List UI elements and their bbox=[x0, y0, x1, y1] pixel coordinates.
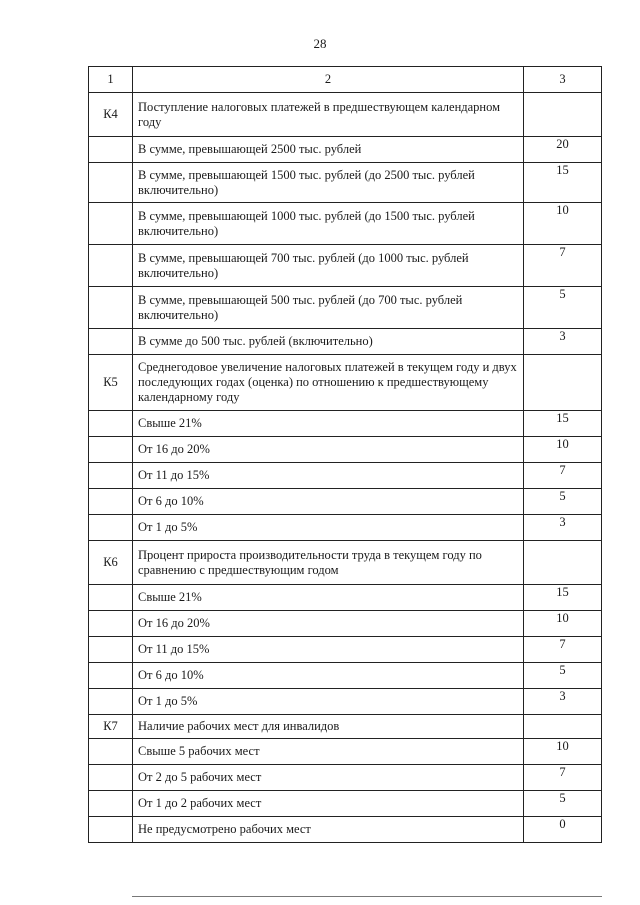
table-row bbox=[89, 585, 602, 611]
cell-description: В сумме, превышающей 1500 тыс. рублей (до 2500 тыс. рублей включительно) bbox=[133, 163, 524, 203]
cell-description: От 11 до 15% bbox=[133, 637, 524, 663]
header-cell-description: 2 bbox=[133, 67, 524, 93]
cell-score: 3 bbox=[524, 689, 602, 715]
cell-score bbox=[524, 541, 602, 585]
cell-code bbox=[89, 585, 133, 611]
cell-description: Среднегодовое увеличение налоговых платежей в текущем году и двух последующих годах (оценка) по отношению к предшествующему календарному году bbox=[133, 355, 524, 411]
table-row bbox=[89, 489, 602, 515]
cell-description: В сумме, превышающей 500 тыс. рублей (до 700 тыс. рублей включительно) bbox=[133, 287, 524, 329]
cell-score: 0 bbox=[524, 817, 602, 843]
cell-code bbox=[89, 765, 133, 791]
cell-score: 5 bbox=[524, 287, 602, 329]
cell-code bbox=[89, 163, 133, 203]
table-row bbox=[89, 411, 602, 437]
cell-score bbox=[524, 93, 602, 137]
cell-description: От 16 до 20% bbox=[133, 611, 524, 637]
page-number: 28 bbox=[313, 36, 327, 51]
cell-code bbox=[89, 689, 133, 715]
cell-description: От 1 до 2 рабочих мест bbox=[133, 791, 524, 817]
cell-description: От 1 до 5% bbox=[133, 515, 524, 541]
cell-score: 10 bbox=[524, 203, 602, 245]
table-row bbox=[89, 715, 602, 739]
cell-score: 15 bbox=[524, 163, 602, 203]
cell-score: 10 bbox=[524, 611, 602, 637]
table-row bbox=[89, 137, 602, 163]
table-row bbox=[89, 611, 602, 637]
cell-code bbox=[89, 515, 133, 541]
table-row bbox=[89, 287, 602, 329]
cell-description: Свыше 5 рабочих мест bbox=[133, 739, 524, 765]
bottom-divider bbox=[132, 896, 602, 897]
table-row bbox=[89, 203, 602, 245]
cell-score: 5 bbox=[524, 489, 602, 515]
cell-description: В сумме, превышающей 700 тыс. рублей (до 1000 тыс. рублей включительно) bbox=[133, 245, 524, 287]
cell-score: 10 bbox=[524, 437, 602, 463]
table-row bbox=[89, 765, 602, 791]
cell-code bbox=[89, 637, 133, 663]
cell-score: 10 bbox=[524, 739, 602, 765]
cell-code bbox=[89, 739, 133, 765]
header-cell-score: 3 bbox=[524, 67, 602, 93]
table-row bbox=[89, 463, 602, 489]
table-row bbox=[89, 817, 602, 843]
cell-description: От 2 до 5 рабочих мест bbox=[133, 765, 524, 791]
cell-code: К7 bbox=[89, 715, 133, 739]
cell-score: 15 bbox=[524, 411, 602, 437]
cell-description: Наличие рабочих мест для инвалидов bbox=[133, 715, 524, 739]
cell-score bbox=[524, 355, 602, 411]
table-row bbox=[89, 515, 602, 541]
cell-description: От 6 до 10% bbox=[133, 663, 524, 689]
cell-score: 7 bbox=[524, 245, 602, 287]
table-row bbox=[89, 437, 602, 463]
table-row bbox=[89, 245, 602, 287]
cell-code bbox=[89, 489, 133, 515]
cell-description: От 1 до 5% bbox=[133, 689, 524, 715]
cell-score: 3 bbox=[524, 515, 602, 541]
cell-score bbox=[524, 715, 602, 739]
cell-description: Свыше 21% bbox=[133, 585, 524, 611]
cell-score: 7 bbox=[524, 637, 602, 663]
table-row bbox=[89, 791, 602, 817]
cell-description: От 11 до 15% bbox=[133, 463, 524, 489]
cell-score: 7 bbox=[524, 765, 602, 791]
cell-description: Поступление налоговых платежей в предшествующем календарном году bbox=[133, 93, 524, 137]
cell-code bbox=[89, 663, 133, 689]
cell-description: В сумме, превышающей 2500 тыс. рублей bbox=[133, 137, 524, 163]
cell-code bbox=[89, 203, 133, 245]
cell-code: К5 bbox=[89, 355, 133, 411]
cell-code bbox=[89, 245, 133, 287]
cell-code bbox=[89, 329, 133, 355]
table-row bbox=[89, 689, 602, 715]
cell-description: В сумме до 500 тыс. рублей (включительно) bbox=[133, 329, 524, 355]
cell-code: К4 bbox=[89, 93, 133, 137]
header-cell-code: 1 bbox=[89, 67, 133, 93]
table-row bbox=[89, 663, 602, 689]
table-row bbox=[89, 739, 602, 765]
cell-description: Свыше 21% bbox=[133, 411, 524, 437]
cell-score: 7 bbox=[524, 463, 602, 489]
cell-score: 3 bbox=[524, 329, 602, 355]
table-row bbox=[89, 355, 602, 411]
table-header-row bbox=[89, 67, 602, 93]
cell-score: 5 bbox=[524, 663, 602, 689]
cell-description: Не предусмотрено рабочих мест bbox=[133, 817, 524, 843]
cell-code bbox=[89, 817, 133, 843]
table-row bbox=[89, 541, 602, 585]
table-row bbox=[89, 93, 602, 137]
cell-score: 15 bbox=[524, 585, 602, 611]
cell-code bbox=[89, 137, 133, 163]
cell-description: От 6 до 10% bbox=[133, 489, 524, 515]
cell-description: Процент прироста производительности труда в текущем году по сравнению с предшествующим годом bbox=[133, 541, 524, 585]
cell-description: В сумме, превышающей 1000 тыс. рублей (до 1500 тыс. рублей включительно) bbox=[133, 203, 524, 245]
cell-score: 5 bbox=[524, 791, 602, 817]
table-row bbox=[89, 329, 602, 355]
criteria-table bbox=[88, 66, 602, 843]
table-row bbox=[89, 637, 602, 663]
cell-code bbox=[89, 411, 133, 437]
cell-code bbox=[89, 463, 133, 489]
cell-code: К6 bbox=[89, 541, 133, 585]
cell-code bbox=[89, 437, 133, 463]
cell-code bbox=[89, 287, 133, 329]
table-row bbox=[89, 163, 602, 203]
cell-code bbox=[89, 611, 133, 637]
cell-score: 20 bbox=[524, 137, 602, 163]
cell-description: От 16 до 20% bbox=[133, 437, 524, 463]
cell-code bbox=[89, 791, 133, 817]
